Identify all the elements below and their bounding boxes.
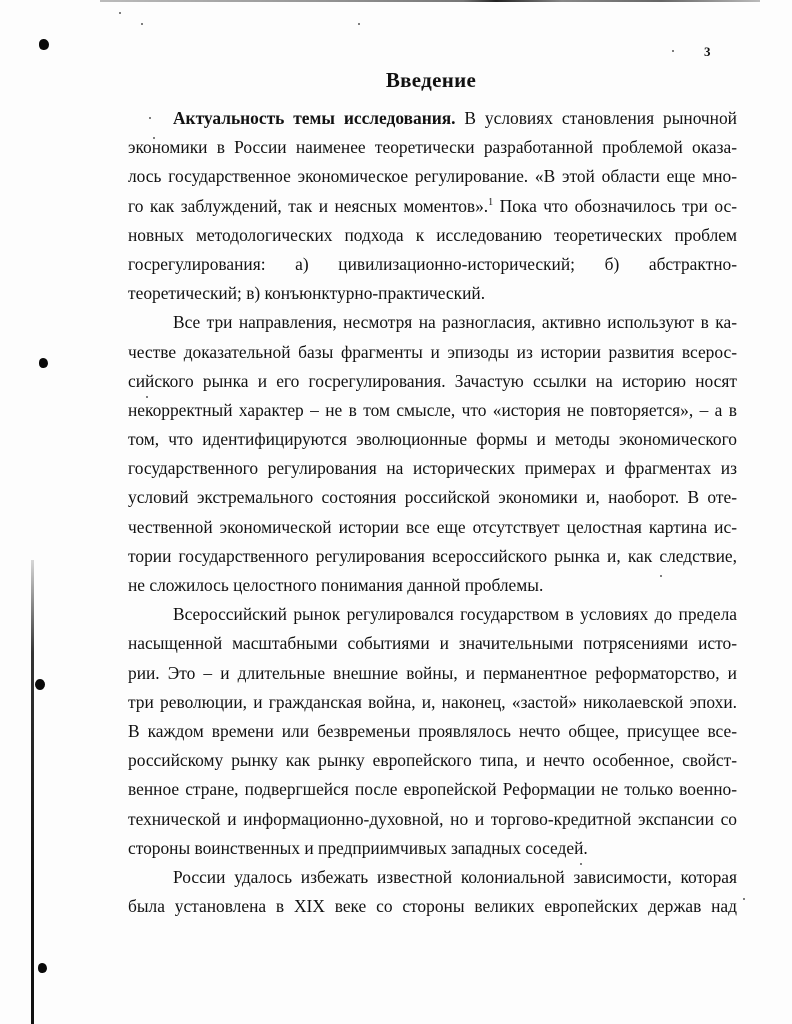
text-line: насыщенной масштабными событиями и значительными потрясениями исто- <box>128 633 737 654</box>
text-line: технической и информационно-духовной, но и торгово-кредитной экспансии со <box>128 808 737 829</box>
paragraph-4 <box>128 863 737 921</box>
scan-speck <box>141 23 143 25</box>
text-line: венное стране, подвергшейся после европейской Реформации не только военно- <box>128 779 737 800</box>
text-line: честве доказательной базы фрагменты и эпизоды из истории развития всерос- <box>128 341 737 362</box>
text-line: новных методологических подхода к исследованию теоретических проблем <box>128 224 737 245</box>
page-title: Введение <box>385 68 477 92</box>
text-line: Всероссийский рынок регулировался государством в условиях до предела <box>173 604 737 625</box>
text-line: три революции, и гражданская война, и, наконец, «застой» николаевской эпохи. <box>128 691 737 712</box>
scan-binding-line <box>31 560 34 1024</box>
text-line: го как заблуждений, так и неясных моментов».$^1$ Пока что обозначилось три ос- <box>128 195 737 216</box>
text-line: стороны воинственных и предприимчивых западных соседей. <box>128 837 588 858</box>
text-line: тории государственного регулирования всероссийского рынка и, как следствие, <box>128 545 737 566</box>
text-line: не сложилось целостного понимания данной проблемы. <box>128 575 544 595</box>
paragraph-2 <box>128 308 737 600</box>
scan-speck <box>119 12 121 14</box>
text-line: чественной экономической истории все еще отсутствует целостная картина ис- <box>128 516 737 537</box>
text-line: лось государственное экономическое регулирование. «В этой области еще мно- <box>128 166 737 187</box>
text-line: рии. Это – и длительные внешние войны, и перманентное реформаторство, и <box>128 662 737 683</box>
text-line: условий экстремального состояния российской экономики и, наоборот. В оте- <box>128 487 737 508</box>
scan-top-edge <box>100 0 760 2</box>
scan-speck <box>743 898 745 900</box>
page-number: 3 <box>704 44 711 59</box>
text-line: государственного регулирования на исторических примерах и фрагментах из <box>128 458 737 479</box>
scan-speck <box>358 23 360 25</box>
document-body <box>128 104 737 921</box>
punch-hole-mark <box>39 358 48 368</box>
text-line: Актуальность темы исследования. В условиях становления рыночной <box>173 108 737 128</box>
text-line: некорректный характер – не в том смысле, что «история не повторяется», – а в <box>128 399 737 420</box>
text-line: экономики в России наименее теоретически разработанной проблемой оказа- <box>128 137 737 158</box>
text-line: была установлена в XIX веке со стороны великих европейских держав над <box>128 896 737 917</box>
scan-speck <box>672 50 674 52</box>
text-line: госрегулирования: а) цивилизационно-исторический; б) абстрактно- <box>128 253 737 274</box>
punch-hole-mark <box>39 39 49 50</box>
paragraph-3 <box>128 600 737 863</box>
text-line: российскому рынку как рынку европейского типа, и нечто особенное, свойст- <box>128 750 737 771</box>
paragraph-1 <box>128 104 737 308</box>
text-line: России удалось избежать известной колониальной зависимости, которая <box>173 866 737 887</box>
punch-hole-mark <box>38 963 47 973</box>
text-line: том, что идентифицируются эволюционные формы и методы экономического <box>128 429 737 450</box>
footnote-reference[interactable]: 1 <box>488 196 494 208</box>
text-line: В каждом времени или безвременьи проявлялось нечто общее, присущее все- <box>128 720 737 741</box>
lead-phrase: Актуальность темы исследования. <box>173 108 456 128</box>
text-line: Все три направления, несмотря на разногласия, активно используют в ка- <box>173 312 737 333</box>
text-line: сийского рынка и его госрегулирования. Зачастую ссылки на историю носят <box>128 370 737 391</box>
punch-hole-mark <box>35 679 45 690</box>
text-line: теоретический; в) конъюнктурно-практический. <box>128 283 486 304</box>
